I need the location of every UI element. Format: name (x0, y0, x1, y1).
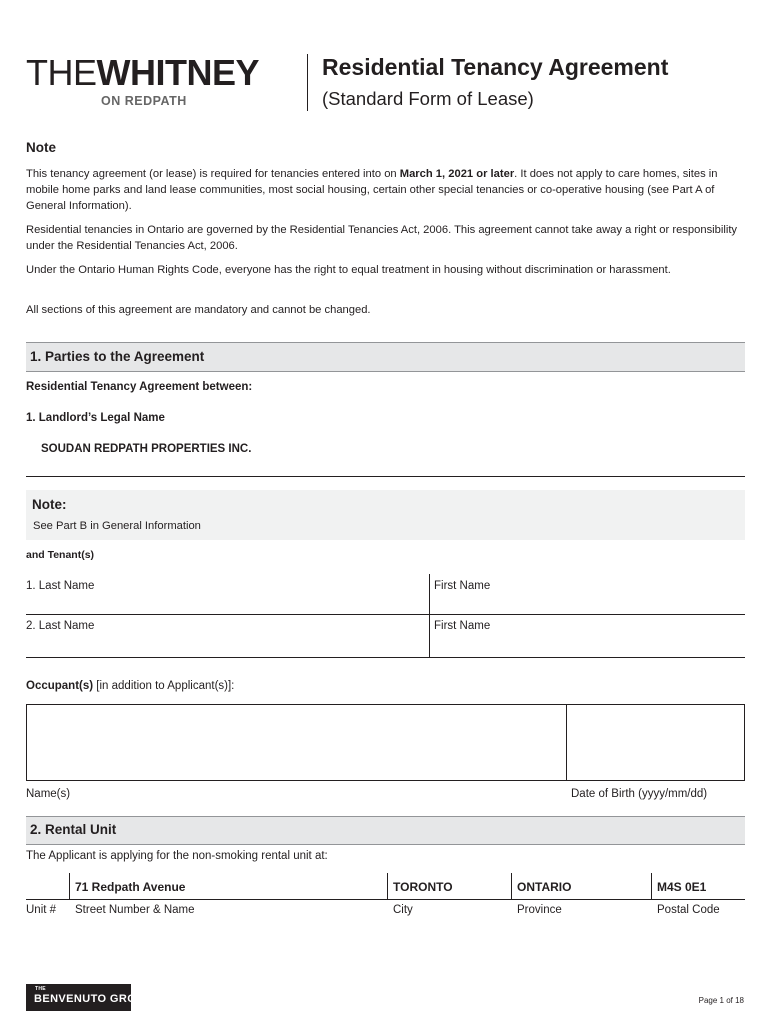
section-1-header (26, 342, 745, 372)
unit-divider-4 (651, 873, 652, 900)
unit-divider-2 (387, 873, 388, 900)
tenant-2-last-name-field[interactable]: 2. Last Name (26, 620, 95, 632)
city-label: City (393, 904, 413, 916)
page-number: Page 1 of 18 (698, 996, 744, 1005)
note-box-title: Note: (32, 497, 67, 512)
occupants-label (26, 680, 234, 692)
document-subtitle: (Standard Form of Lease) (322, 88, 534, 109)
section-1-note-box (26, 490, 745, 540)
occupants-label-bold: Occupant(s) (26, 680, 94, 692)
logo-the: THE (26, 52, 97, 93)
unit-number-label: Unit # (26, 904, 57, 916)
section-2-header (26, 816, 745, 845)
note-box-text: See Part B in General Information (33, 520, 201, 532)
note-paragraph-2: Residential tenancies in Ontario are governed by the Residential Tenancies Act, 2006. This agreement cannot take away a right or responsibility under the Residential Tenancies Act, 2006. (26, 224, 738, 252)
postal-code-label: Postal Code (657, 904, 720, 916)
occupants-label-rest: [in addition to Applicant(s)]: (93, 680, 235, 692)
occupant-names-label: Name(s) (26, 788, 71, 800)
note-p1-after: . It does not apply to care homes, sites in mobile home parks and land lease communities, most social housing, certain other special tenancies or co-operative housing (see Part A of General Information). (26, 168, 718, 212)
document-title: Residential Tenancy Agreement (322, 54, 669, 80)
benvenuto-group-logo (26, 984, 153, 1011)
landlord-name-label: 1. Landlord’s Legal Name (26, 412, 165, 424)
occupant-dob-field[interactable] (567, 705, 744, 780)
section-1-title: 1. Parties to the Agreement (30, 349, 205, 364)
tenant-1-last-name-field[interactable]: 1. Last Name (26, 580, 95, 592)
landlord-name-underline (26, 476, 745, 477)
occupant-names-field[interactable] (27, 705, 566, 780)
note-p1-bold: March 1, 2021 or later (399, 168, 515, 180)
tenant-grid-bottom (26, 657, 745, 658)
footer-logo-small: THE (35, 986, 46, 992)
city-field[interactable]: TORONTO (393, 880, 453, 894)
logo-subtitle: ON REDPATH (101, 94, 187, 108)
section-2-title: 2. Rental Unit (30, 822, 117, 837)
occupant-dob-label: Date of Birth (yyyy/mm/dd) (571, 788, 708, 800)
street-field[interactable]: 71 Redpath Avenue (75, 880, 186, 894)
unit-divider-3 (511, 873, 512, 900)
landlord-name-value[interactable]: SOUDAN REDPATH PROPERTIES INC. (41, 443, 252, 455)
tenant-row-separator (26, 614, 745, 615)
note-heading: Note (26, 140, 56, 155)
unit-divider-1 (69, 873, 70, 900)
tenant-1-first-name-field[interactable]: First Name (434, 580, 491, 592)
note-paragraph-4: All sections of this agreement are mandatory and cannot be changed. (26, 304, 371, 316)
logo-whitney: WHITNEY (96, 52, 259, 93)
tenants-label: and Tenant(s) (26, 549, 95, 561)
whitney-logo (26, 52, 259, 93)
header-divider (307, 54, 308, 111)
agreement-between-label: Residential Tenancy Agreement between: (26, 381, 253, 393)
street-label: Street Number & Name (75, 904, 195, 916)
tenant-grid-divider (429, 574, 430, 658)
rental-unit-intro: The Applicant is applying for the non-smoking rental unit at: (26, 850, 328, 862)
note-p1-before: This tenancy agreement (or lease) is required for tenancies entered into on (26, 168, 400, 180)
footer-logo-main: BENVENUTO GROUP (34, 993, 153, 1005)
rental-unit-underline (26, 899, 745, 900)
province-label: Province (517, 904, 562, 916)
tenant-2-first-name-field[interactable]: First Name (434, 620, 491, 632)
note-paragraph-1 (26, 166, 746, 214)
postal-code-field[interactable]: M4S 0E1 (657, 880, 707, 894)
note-paragraph-3: Under the Ontario Human Rights Code, everyone has the right to equal treatment in housing without discrimination or harassment. (26, 264, 671, 276)
unit-number-field[interactable] (26, 873, 69, 900)
province-field[interactable]: ONTARIO (517, 880, 572, 894)
